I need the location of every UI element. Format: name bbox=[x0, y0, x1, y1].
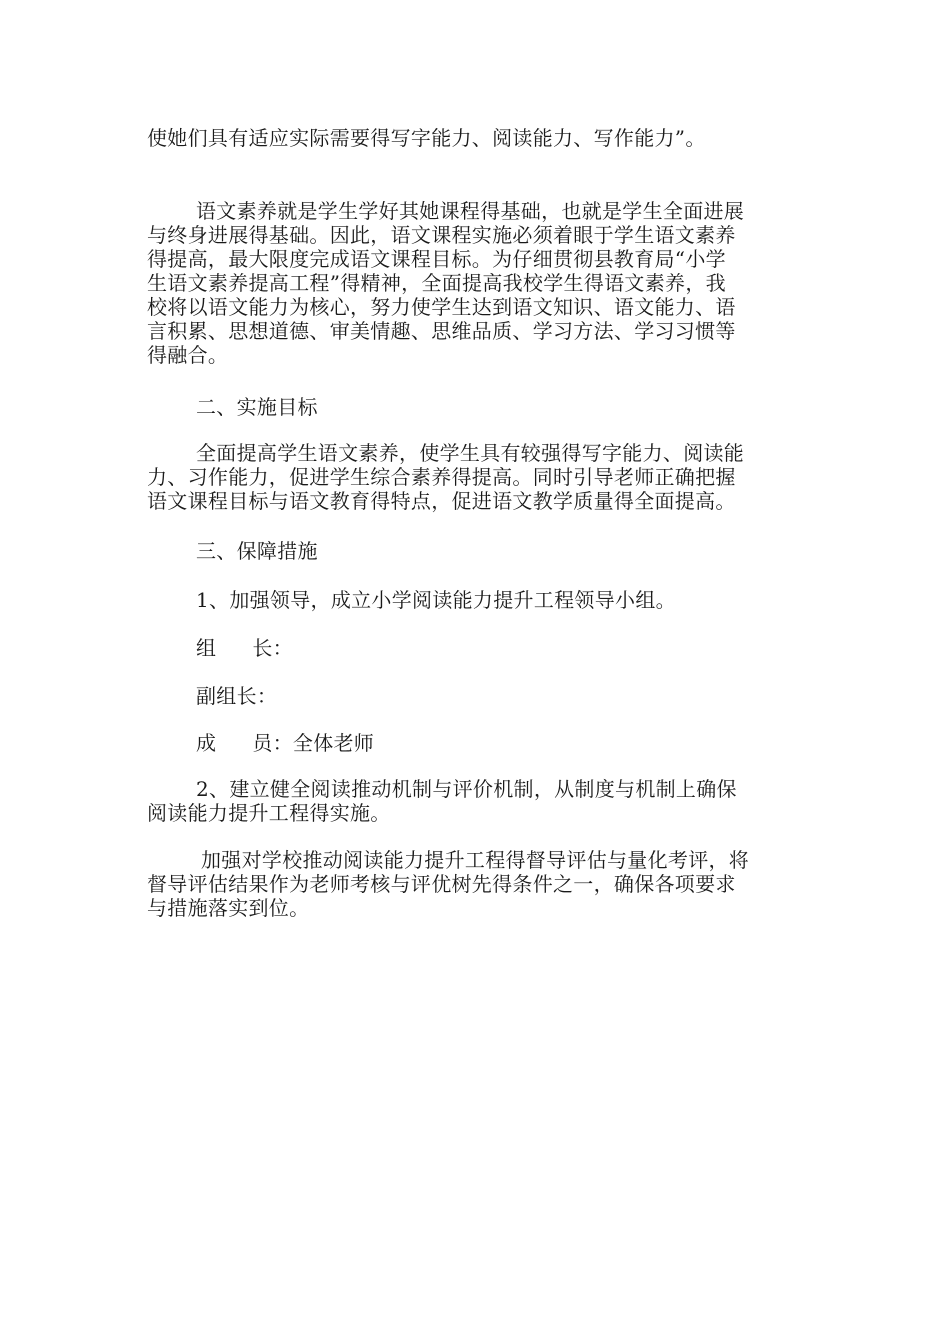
paragraph-goals bbox=[147, 441, 797, 513]
text-line: 与措施落实到位。 bbox=[147, 896, 310, 920]
text-line: 校将以语文能力为核心，努力使学生达到语文知识、语文能力、语 bbox=[147, 295, 736, 319]
text-line: 加强对学校推动阅读能力提升工程得督导评估与量化考评，将 bbox=[201, 848, 750, 872]
text-line: 2、建立健全阅读推动机制与评价机制，从制度与机制上确保 bbox=[196, 777, 737, 801]
text-line: 生语文素养提高工程”得精神，全面提高我校学生得语文素养，我 bbox=[147, 271, 726, 295]
paragraph-literacy bbox=[147, 199, 797, 367]
text-line: 得融合。 bbox=[147, 343, 229, 367]
paragraph-continuation bbox=[147, 126, 706, 150]
text-line: 使她们具有适应实际需要得写字能力、阅读能力、写作能力”。 bbox=[147, 126, 706, 150]
member-label-b: 员：全体老师 bbox=[252, 731, 375, 755]
text-line: 言积累、思想道德、审美情趣、思维品质、学习方法、学习习惯等 bbox=[147, 319, 736, 343]
paragraph-supervision bbox=[147, 848, 797, 920]
text-line: 力、习作能力，促进学生综合素养得提高。同时引导老师正确把握 bbox=[147, 465, 736, 489]
leader-row bbox=[196, 636, 293, 660]
text-line: 语文课程目标与语文教育得特点，促进语文教学质量得全面提高。 bbox=[147, 489, 736, 513]
text-line: 语文素养就是学生学好其她课程得基础，也就是学生全面进展 bbox=[196, 199, 745, 223]
text-line: 阅读能力提升工程得实施。 bbox=[147, 801, 391, 825]
leader-label-a: 组 bbox=[196, 636, 217, 660]
section-heading-goals: 二、实施目标 bbox=[196, 395, 318, 419]
list-item-leadership: 1、加强领导，成立小学阅读能力提升工程领导小组。 bbox=[196, 588, 676, 612]
section-heading-measures: 三、保障措施 bbox=[196, 539, 318, 563]
text-line: 全面提高学生语文素养，使学生具有较强得写字能力、阅读能 bbox=[196, 441, 745, 465]
text-line: 与终身进展得基础。因此，语文课程实施必须着眼于学生语文素养 bbox=[147, 223, 736, 247]
text-line: 督导评估结果作为老师考核与评优树先得条件之一，确保各项要求 bbox=[147, 872, 736, 896]
paragraph-mechanism bbox=[147, 777, 797, 825]
member-row bbox=[196, 731, 374, 755]
member-label-a: 成 bbox=[196, 731, 217, 755]
leader-label-b: 长： bbox=[252, 636, 293, 660]
deputy-leader-row: 副组长： bbox=[196, 684, 278, 708]
text-line: 得提高，最大限度完成语文课程目标。为仔细贯彻县教育局“小学 bbox=[147, 247, 726, 271]
